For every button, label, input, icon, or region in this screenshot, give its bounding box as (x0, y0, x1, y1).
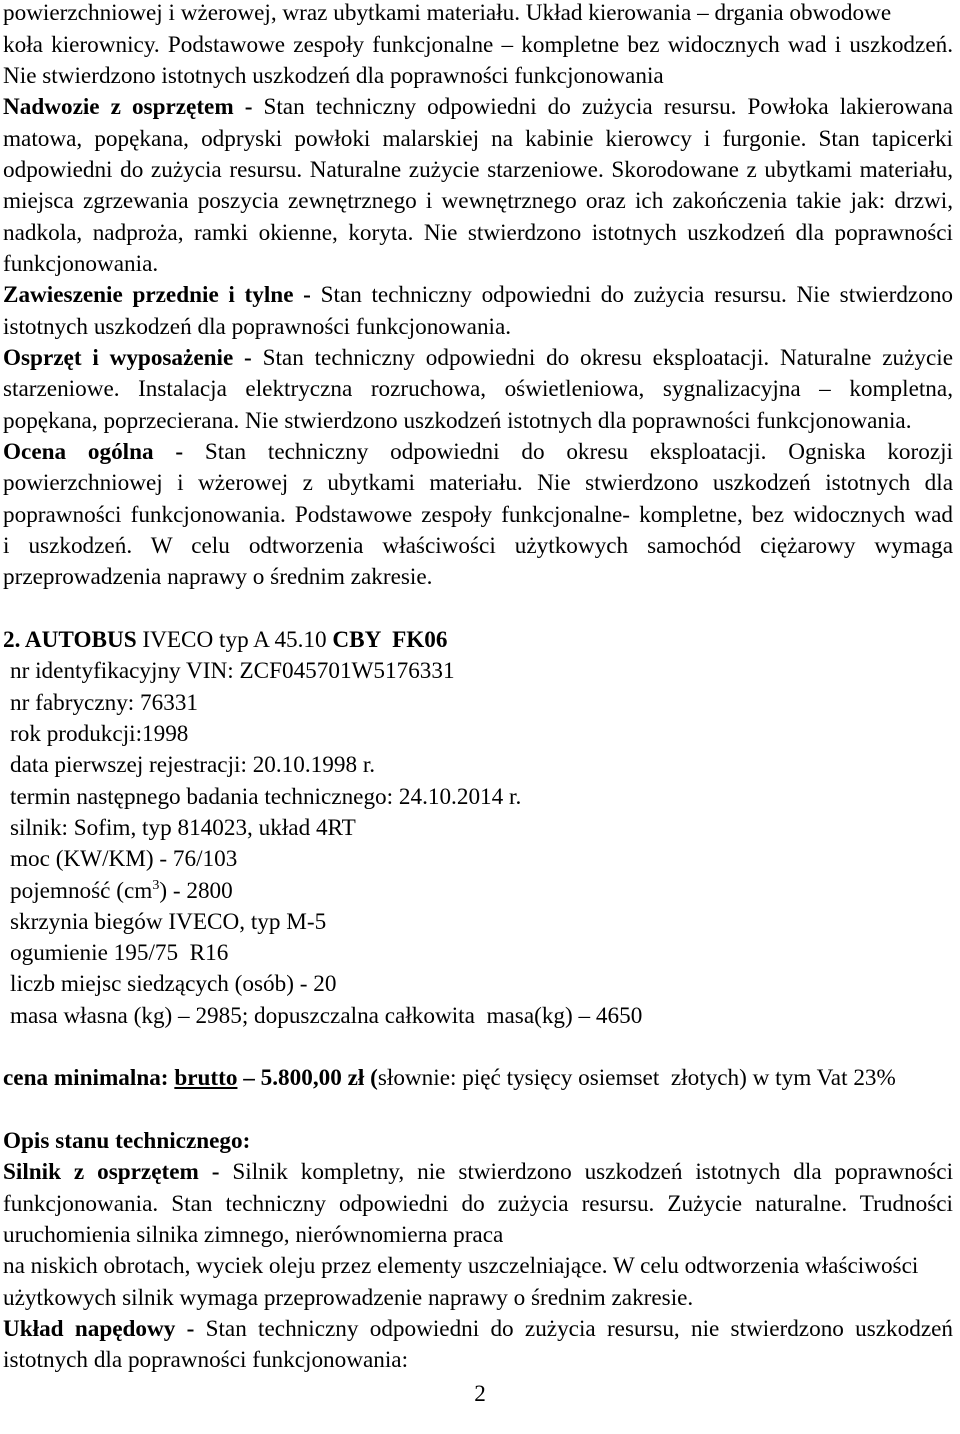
engine-line (3, 1220, 953, 1251)
vehicle-title (3, 625, 953, 656)
spec-factory-no: nr fabryczny: 76331 (10, 689, 199, 716)
equipment-line (3, 374, 953, 405)
spec-power: moc (KW/KM) - 76/103 (10, 846, 238, 873)
price-line (3, 1063, 953, 1094)
spec-line (3, 656, 953, 687)
spec-line (3, 782, 953, 813)
body-heading: Nadwozie z osprzętem - (3, 94, 253, 121)
spec-line (3, 907, 953, 938)
body-line (3, 92, 953, 123)
body-line (3, 155, 953, 186)
spec-line (3, 1001, 953, 1032)
spec-capacity-value: ) - 2800 (159, 877, 233, 904)
overall-text: poprawności funkcjonowania. Podstawowe zespoły funkcjonalne- kompletne, bez widocznych wad (3, 501, 953, 528)
spec-engine: silnik: Sofim, typ 814023, układ 4RT (10, 814, 356, 841)
drivetrain-heading: Układ napędowy - (3, 1316, 195, 1343)
equipment-heading: Osprzęt i wyposażenie - (3, 344, 252, 371)
engine-line (3, 1251, 953, 1282)
condition-heading: Opis stanu technicznego: (3, 1128, 251, 1155)
engine-line (3, 1189, 953, 1220)
drivetrain-line (3, 1314, 953, 1345)
steering-line (3, 0, 953, 30)
body-line (3, 218, 953, 249)
suspension-text: istotnych uszkodzeń dla poprawności funkcjonowania. (3, 313, 512, 340)
equipment-line (3, 343, 953, 374)
price-gross: brutto (174, 1065, 238, 1092)
overall-text: przeprowadzenia naprawy o średnim zakresie. (3, 564, 433, 591)
price-amount: – 5.800,00 zł ( (243, 1065, 378, 1092)
spec-capacity: pojemność (cm (10, 877, 153, 904)
suspension-line (3, 280, 953, 311)
body-text: nadkola, nadproża, ramki okienne, koryta. Nie stwierdzono istotnych uszkodzeń dla poprawności (3, 219, 953, 246)
spec-year: rok produkcji:1998 (10, 720, 189, 747)
equipment-text: Stan techniczny odpowiedni do okresu eksploatacji. Naturalne zużycie (262, 344, 953, 371)
price-in-words: słownie: pięć tysięcy osiemset złotych) w tym Vat 23% (377, 1065, 896, 1092)
body-line (3, 124, 953, 155)
suspension-heading: Zawieszenie przednie i tylne - (3, 282, 311, 309)
spec-line (3, 688, 953, 719)
page-number: 2 (474, 1381, 486, 1407)
condition-heading-line (3, 1126, 953, 1157)
steering-text: powierzchniowej i wżerowej, wraz ubytkami materiału. Układ kierowania – drgania obwodowe (3, 0, 892, 27)
spec-capacity-superscript: 3 (152, 877, 160, 893)
spec-line (3, 969, 953, 1000)
body-text: matowa, popękana, odpryski powłoki malarskiej na kabinie kierowcy i furgonie. Stan tapicerki (3, 125, 953, 152)
steering-text: koła kierownicy. Podstawowe zespoły funkcjonalne – kompletne bez widocznych wad i uszkodzeń. (3, 31, 953, 58)
equipment-text: popękana, poprzecierana. Nie stwierdzono uszkodzeń istotnych dla poprawności funkcjonowania. (3, 407, 912, 434)
steering-text: Nie stwierdzono istotnych uszkodzeń dla poprawności funkcjonowania (3, 62, 664, 89)
overall-text: powierzchniowej i wżerowej z ubytkami materiału. Nie stwierdzono uszkodzeń istotnych dla (3, 470, 953, 497)
overall-line (3, 500, 953, 531)
suspension-text: Stan techniczny odpowiedni do zużycia resursu. Nie stwierdzono (320, 282, 954, 309)
overall-text: i uszkodzeń. W celu odtworzenia właściwości użytkowych samochód ciężarowy wymaga (3, 532, 953, 559)
engine-heading: Silnik z osprzętem - (3, 1159, 220, 1186)
document-page (3, 0, 953, 1377)
body-text: Stan techniczny odpowiedni do zużycia resursu. Powłoka lakierowana (263, 94, 953, 121)
spec-line (3, 750, 953, 781)
overall-text: Stan techniczny odpowiedni do okresu eksploatacji. Ogniska korozji (204, 438, 953, 465)
body-line (3, 249, 953, 280)
spec-tyres: ogumienie 195/75 R16 (10, 940, 229, 967)
vehicle-model: IVECO typ A 45.10 (142, 626, 327, 653)
overall-line (3, 531, 953, 562)
spec-line (3, 719, 953, 750)
steering-line (3, 30, 953, 61)
spec-first-registration: data pierwszej rejestracji: 20.10.1998 r. (10, 752, 376, 779)
overall-line (3, 562, 953, 593)
engine-text: użytkowych silnik wymaga przeprowadzenie naprawy o średnim zakresie. (3, 1284, 694, 1311)
overall-line (3, 437, 953, 468)
drivetrain-line (3, 1345, 953, 1376)
price-label: cena minimalna: (3, 1065, 169, 1092)
body-line (3, 186, 953, 217)
body-text: odpowiedni do zużycia resursu. Naturalne zużycie starzeniowe. Skorodowane z ubytkami materiału, (3, 156, 953, 183)
engine-text: na niskich obrotach, wyciek oleju przez elementy uszczelniające. W celu odtworzenia właściwości (3, 1253, 919, 1280)
spec-seats: liczb miejsc siedzących (osób) - 20 (10, 971, 337, 998)
overall-heading: Ocena ogólna - (3, 438, 184, 465)
spec-line (3, 938, 953, 969)
drivetrain-text: istotnych dla poprawności funkcjonowania: (3, 1347, 409, 1374)
spec-gearbox: skrzynia biegów IVECO, typ M-5 (10, 908, 327, 935)
engine-line (3, 1157, 953, 1188)
body-text: miejsca zgrzewania poszycia zewnętrznego i wewnętrznego oraz ich zakończenia takie jak: drzwi, (3, 188, 953, 215)
body-text: funkcjonowania. (3, 250, 159, 277)
vehicle-number-type: 2. AUTOBUS (3, 626, 137, 653)
suspension-line (3, 312, 953, 343)
engine-text: funkcjonowania. Stan techniczny odpowiedni do zużycia resursu. Zużycie naturalne. Trudności (3, 1190, 953, 1217)
equipment-line (3, 406, 953, 437)
spec-vin: nr identyfikacyjny VIN: ZCF045701W5176331 (10, 658, 455, 685)
blank-line (3, 594, 953, 625)
overall-line (3, 468, 953, 499)
spec-line (3, 876, 953, 907)
blank-line (3, 1032, 953, 1063)
spec-line (3, 844, 953, 875)
vehicle-code: CBY FK06 (332, 626, 448, 653)
steering-line (3, 61, 953, 92)
spec-mass: masa własna (kg) – 2985; dopuszczalna całkowita masa(kg) – 4650 (10, 1002, 643, 1029)
spec-next-inspection: termin następnego badania technicznego: 24.10.2014 r. (10, 783, 522, 810)
engine-line (3, 1283, 953, 1314)
equipment-text: starzeniowe. Instalacja elektryczna rozruchowa, oświetleniowa, sygnalizacyjna – kompletna, (3, 376, 953, 403)
engine-text: Silnik kompletny, nie stwierdzono uszkodzeń istotnych dla poprawności (232, 1159, 954, 1186)
engine-text: uruchomienia silnika zimnego, nierównomierna praca (3, 1222, 504, 1249)
drivetrain-text: Stan techniczny odpowiedni do zużycia resursu, nie stwierdzono uszkodzeń (205, 1316, 954, 1343)
blank-line (3, 1095, 953, 1126)
spec-line (3, 813, 953, 844)
